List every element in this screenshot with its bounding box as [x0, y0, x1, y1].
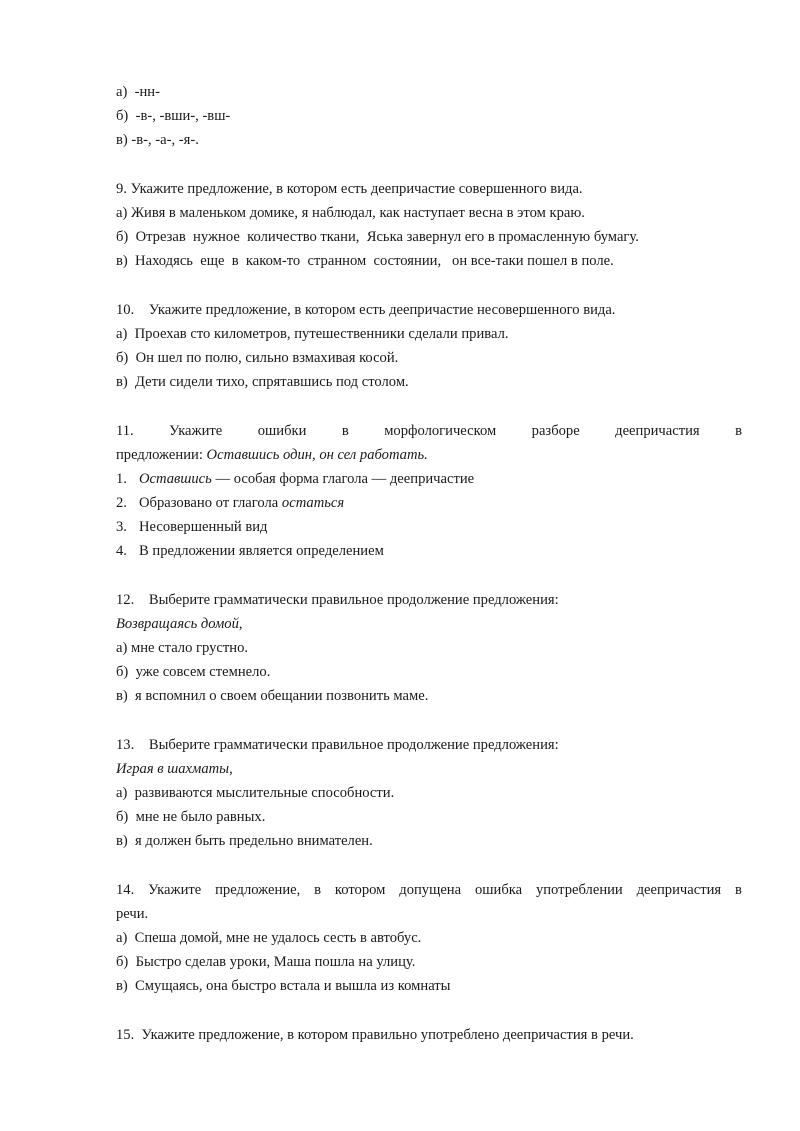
list-text: Несовершенный вид: [139, 519, 268, 535]
italic-term: остаться: [281, 495, 345, 511]
question-word: Укажите: [169, 423, 223, 439]
question-word: в: [341, 423, 349, 439]
option-line: б) мне не было равных.: [116, 809, 266, 825]
list-text: — особая форма глагола — деепричастие: [211, 471, 475, 487]
question-word: в: [314, 882, 322, 898]
option-line: в) Находясь еще в каком-то странном состоянии, он все-таки пошел в поле.: [116, 253, 614, 269]
sentence-stem: [116, 760, 233, 778]
option-line: а) мне стало грустно.: [116, 640, 249, 656]
option-line: в) я вспомнил о своем обещании позвонить маме.: [116, 688, 429, 704]
question-9: 9. Укажите предложение, в котором есть деепричастие совершенного вида.: [116, 181, 583, 197]
option-line: б) -в-, -вши-, -вш-: [116, 108, 231, 124]
option-line: а) Проехав сто километров, путешественники сделали привал.: [116, 326, 509, 342]
list-item: [116, 494, 344, 512]
question-12: 12. Выберите грамматически правильное продолжение предложения:: [116, 592, 559, 608]
option-line: в) -в-, -а-, -я-.: [116, 132, 199, 148]
question-word: ошибки: [257, 423, 307, 439]
list-number: 2.: [116, 495, 127, 511]
question-14-line2: речи.: [116, 906, 149, 922]
question-word: котором: [334, 882, 386, 898]
question-word: деепричастия: [615, 423, 700, 439]
list-item: [116, 518, 267, 536]
option-line: а) Спеша домой, мне не удалось сесть в автобус.: [116, 930, 422, 946]
option-line: б) Он шел по полю, сильно взмахивая косой.: [116, 350, 399, 366]
option-line: в) Смущаясь, она быстро встала и вышла из комнаты: [116, 978, 451, 994]
list-item: [116, 542, 384, 560]
option-line: а) развиваются мыслительные способности.: [116, 785, 395, 801]
question-word: 11.: [116, 423, 134, 439]
question-word: в: [735, 423, 742, 439]
question-word: 14.: [116, 882, 135, 898]
sentence-stem: [116, 615, 243, 633]
question-word: ошибка: [474, 882, 523, 898]
question-word: предложение,: [215, 882, 301, 898]
option-line: б) Быстро сделав уроки, Маша пошла на улицу.: [116, 954, 416, 970]
list-number: 1.: [116, 471, 127, 487]
option-line: а) -нн-: [116, 84, 160, 100]
question-word: морфологическом: [384, 423, 497, 439]
question-13: 13. Выберите грамматически правильное продолжение предложения:: [116, 737, 559, 753]
list-text: Образовано от глагола: [139, 495, 282, 511]
list-number: 3.: [116, 519, 127, 535]
question-14: [116, 881, 742, 899]
question-text: предложении:: [116, 447, 207, 463]
question-word: допущена: [399, 882, 462, 898]
stem-text: Возвращаясь домой,: [116, 616, 243, 632]
italic-term: Оставшись: [139, 471, 212, 487]
stem-text: Играя в шахматы,: [116, 761, 233, 777]
question-word: разборе: [531, 423, 580, 439]
option-line: б) Отрезав нужное количество ткани, Яська завернул его в промасленную бумагу.: [116, 229, 639, 245]
question-11: [116, 422, 742, 440]
option-line: в) Дети сидели тихо, спрятавшись под столом.: [116, 374, 409, 390]
option-line: в) я должен быть предельно внимателен.: [116, 833, 373, 849]
example-sentence: Оставшись один, он сел работать.: [206, 447, 428, 463]
list-text: В предложении является определением: [139, 543, 384, 559]
question-15: 15. Укажите предложение, в котором правильно употреблено деепричастия в речи.: [116, 1027, 634, 1043]
question-word: в: [734, 882, 742, 898]
list-number: 4.: [116, 543, 127, 559]
question-word: деепричастия: [636, 882, 722, 898]
question-11-line2: [116, 446, 428, 464]
option-line: а) Живя в маленьком домике, я наблюдал, как наступает весна в этом краю.: [116, 205, 585, 221]
question-10: 10. Укажите предложение, в котором есть деепричастие несовершенного вида.: [116, 302, 616, 318]
question-word: употреблении: [535, 882, 623, 898]
option-line: б) уже совсем стемнело.: [116, 664, 271, 680]
list-item: [116, 470, 474, 488]
question-word: Укажите: [148, 882, 202, 898]
